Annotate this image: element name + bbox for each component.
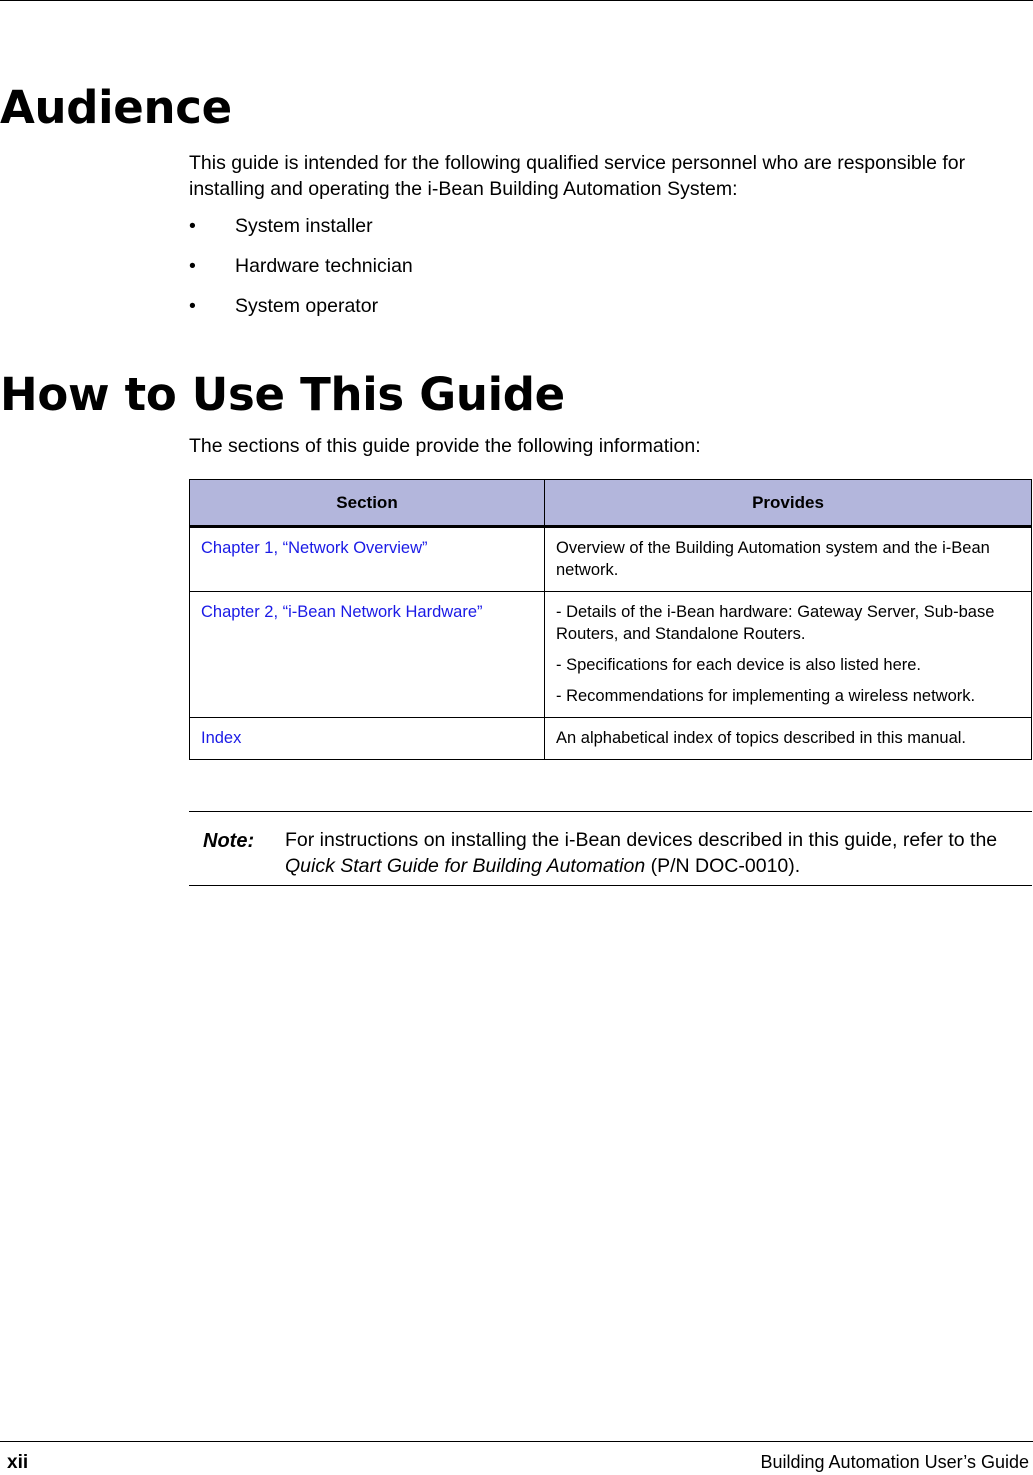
provides-cell bbox=[545, 592, 1032, 718]
section-cell bbox=[190, 592, 545, 718]
chapter-1-link[interactable]: Chapter 1, “Network Overview” bbox=[201, 539, 428, 557]
list-item-text: Hardware technician bbox=[235, 255, 413, 277]
provides-text: - Details of the i-Bean hardware: Gateway Server, Sub-base Routers, and Standalone Routers. bbox=[556, 603, 995, 643]
column-header-provides: Provides bbox=[545, 480, 1032, 527]
list-item-text: System installer bbox=[235, 215, 373, 237]
section-cell bbox=[190, 527, 545, 592]
table-header-row bbox=[190, 480, 1032, 527]
footer-rule bbox=[0, 1441, 1033, 1442]
bullet-icon: • bbox=[189, 215, 196, 237]
page-number: xii bbox=[7, 1452, 29, 1473]
provides-text: - Recommendations for implementing a wireless network. bbox=[556, 687, 976, 705]
audience-intro: This guide is intended for the following qualified service personnel who are responsible for installing and operating the i-Bean Building Automation System: bbox=[189, 152, 966, 200]
list-item-text: System operator bbox=[235, 295, 379, 317]
provides-text: - Specifications for each device is also listed here. bbox=[556, 656, 922, 674]
document-title: Building Automation User’s Guide bbox=[760, 1452, 1029, 1472]
index-link[interactable]: Index bbox=[201, 729, 242, 747]
table-row bbox=[190, 592, 1032, 718]
table-row bbox=[190, 718, 1032, 760]
audience-heading: Audience bbox=[0, 81, 232, 134]
bullet-icon: • bbox=[189, 255, 196, 277]
note-box bbox=[189, 825, 1032, 886]
sections-table bbox=[189, 479, 1032, 760]
how-to-use-heading: How to Use This Guide bbox=[0, 368, 565, 421]
top-rule bbox=[0, 0, 1033, 1]
column-header-section: Section bbox=[190, 480, 545, 527]
provides-cell bbox=[545, 527, 1032, 592]
table-row bbox=[190, 527, 1032, 592]
quick-start-guide-title: Quick Start Guide for Building Automation bbox=[285, 855, 646, 877]
note-label: Note: bbox=[203, 830, 255, 852]
bullet-icon: • bbox=[189, 295, 196, 317]
section-cell bbox=[190, 718, 545, 760]
provides-cell bbox=[545, 718, 1032, 760]
provides-text: Overview of the Building Automation system and the i-Bean network. bbox=[556, 539, 990, 579]
provides-text: An alphabetical index of topics described in this manual. bbox=[556, 729, 966, 747]
note-top-rule bbox=[189, 811, 1032, 812]
note-text bbox=[285, 827, 1025, 879]
note-text-start: For instructions on installing the i-Bean devices described in this guide, refer to the bbox=[285, 829, 998, 851]
how-to-use-intro: The sections of this guide provide the following information: bbox=[189, 435, 701, 457]
chapter-2-link[interactable]: Chapter 2, “i-Bean Network Hardware” bbox=[201, 603, 483, 621]
note-text-end: (P/N DOC-0010). bbox=[645, 855, 801, 877]
